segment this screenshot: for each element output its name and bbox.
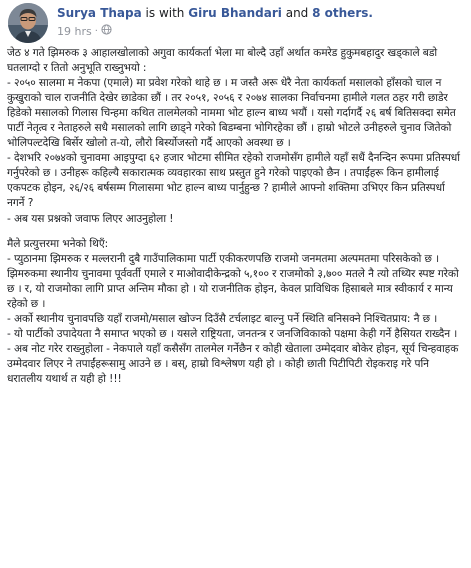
post-paragraph-4: - अब यस प्रश्नको जवाफ लिएर आउनुहोला ! [7, 212, 174, 225]
timestamp-link[interactable]: 19 hrs [57, 25, 92, 38]
tagged-person-link[interactable]: Giru Bhandari [188, 6, 282, 20]
post-header-text [57, 5, 465, 39]
post-paragraph-5: मैले प्रत्युत्तरमा भनेको थिएँ: [7, 237, 109, 250]
post-paragraph-6: - प्युठानमा झिमरुक र मल्लरानी दुबै गाउँपालिकामा पार्टी एकीकरणपछि राजमो जनमतमा अल्पमतमा परिसकेको छ । झिमरुकमा स्थानीय चुनावमा पूर्ववर्ती एमाले र माओवादीकेन्द्रको ५,१०० र राजमोको ३,७०० मतले नै त्यो तथ्यिर स्पष्ट गरेको छ । र, यो राजमोका लागि प्राप्त अन्तिम मौका हो । यो राजनीतिक होइन, केवल प्राविधिक हिसाबले मात्र स्वीकार्य र मान्य रहेको छ । [7, 252, 459, 310]
with-text: is with [145, 6, 185, 20]
post-paragraph-8: - यो पार्टीको उपादेयता नै समाप्त भएको छ । यसले राष्ट्रियता, जनतन्त्र र जनजिविकाको पक्षमा केही गर्ने हैसियत राख्दैन । [7, 327, 458, 340]
post-paragraph-2: - २०५० सालमा म नेकपा (एमाले) मा प्रवेश गरेको थाहे छ । म जस्तै अरू धेरै नेता कार्यकर्ता मसालको हाँसको चाल न कुखुराको चाल राजनीति देखेर छाडेका छौं । तर २०५१, २०५६ र २०७४ सालका निर्वाचनमा हामीले गलत ठहर गरी छाडेर हिडेको मसालको गिलास चिन्हमा कथित तालमेलको नाममा भोट हाल्न बाध्य भयौं । यसो गर्दागर्दै २६ बर्ष बितिसक्दा समेत पार्टी नेतृत्व र नेताहरुले सधै मसालको लागि छाड्ने गरेको बिडम्बना भोगिरहेका छौं । हाम्रो भोटले उनीहरुले चुनाव जितेको भोलिपल्टदेखि बिर्सेर खोलो त-यो, लौरो बिर्स्योजस्तो गर्दै आएको अवस्था छ । [7, 77, 456, 150]
post-paragraph-3: - देशभरि २०७४को चुनावमा आइपुग्दा ६२ हजार भोटमा सीमित रहेको राजमोसँग हामीले यहाँ सधैं दैनन्दिन रूपमा प्रतिस्पर्धा गर्नुपरेको छ । उनीहरू कहिल्यै सकारात्मक व्यवहारका साथ प्रस्तुत हुने गरेको पाइएको छैन । तपाईंहरू किन हामीलाई एकपटक होइन, २६/२६ बर्षसम्म गिलासमा भोट हाल्न बाध्य पार्नुहुन्छ ? हामीले आफ्नो शक्तिमा उभिएर किन प्रतिस्पर्धा नगर्ने ? [7, 152, 460, 210]
avatar-photo [8, 3, 48, 43]
others-link[interactable]: 8 others. [312, 6, 373, 20]
globe-icon[interactable] [101, 24, 112, 39]
post-author-line [57, 5, 465, 21]
post-paragraph-9: - अब नोट गरेर राख्नुहोला - नेकपाले यहाँ कसैसँग तालमेल गर्नेछैन र कोही खेताला उम्मेदवार बोकेर होइन, सूर्य चिन्हवाहक उम्मेदवार लिएर ने तपाईंहरूसामु आउने छ । बस्, हाम्रो विश्लेषण यही हो । कोही छाती पिटीपिटी रोइकराइ गरे पनि धरातलीय यथार्थ त यही हो !!! [7, 342, 459, 385]
post-meta [57, 24, 465, 39]
paragraph-gap [7, 227, 463, 237]
post-paragraph-1: जेठ ४ गते झिमरुक ३ आहालखोलाको अगुवा कार्यकर्ता भेला मा बोल्दै उहाँ अर्थात कमरेड हुकुमबहादुर खड्काले बडो घतलाग्दो र तितो अनुभूति राख्नुभयो : [7, 47, 438, 75]
post-header [6, 0, 465, 46]
meta-separator: · [94, 26, 98, 37]
and-text: and [285, 6, 309, 20]
author-name-link[interactable]: Surya Thapa [57, 6, 142, 20]
post-body [6, 46, 465, 387]
post-paragraph-7: - अर्को स्थानीय चुनावपछि यहाँ राजमो/मसाल खोज्न दिउँसै टर्चलाइट बाल्नु पर्ने स्थिति बनिसक्ने निश्चितप्राय: नै छ । [7, 312, 438, 325]
avatar[interactable] [8, 3, 48, 43]
